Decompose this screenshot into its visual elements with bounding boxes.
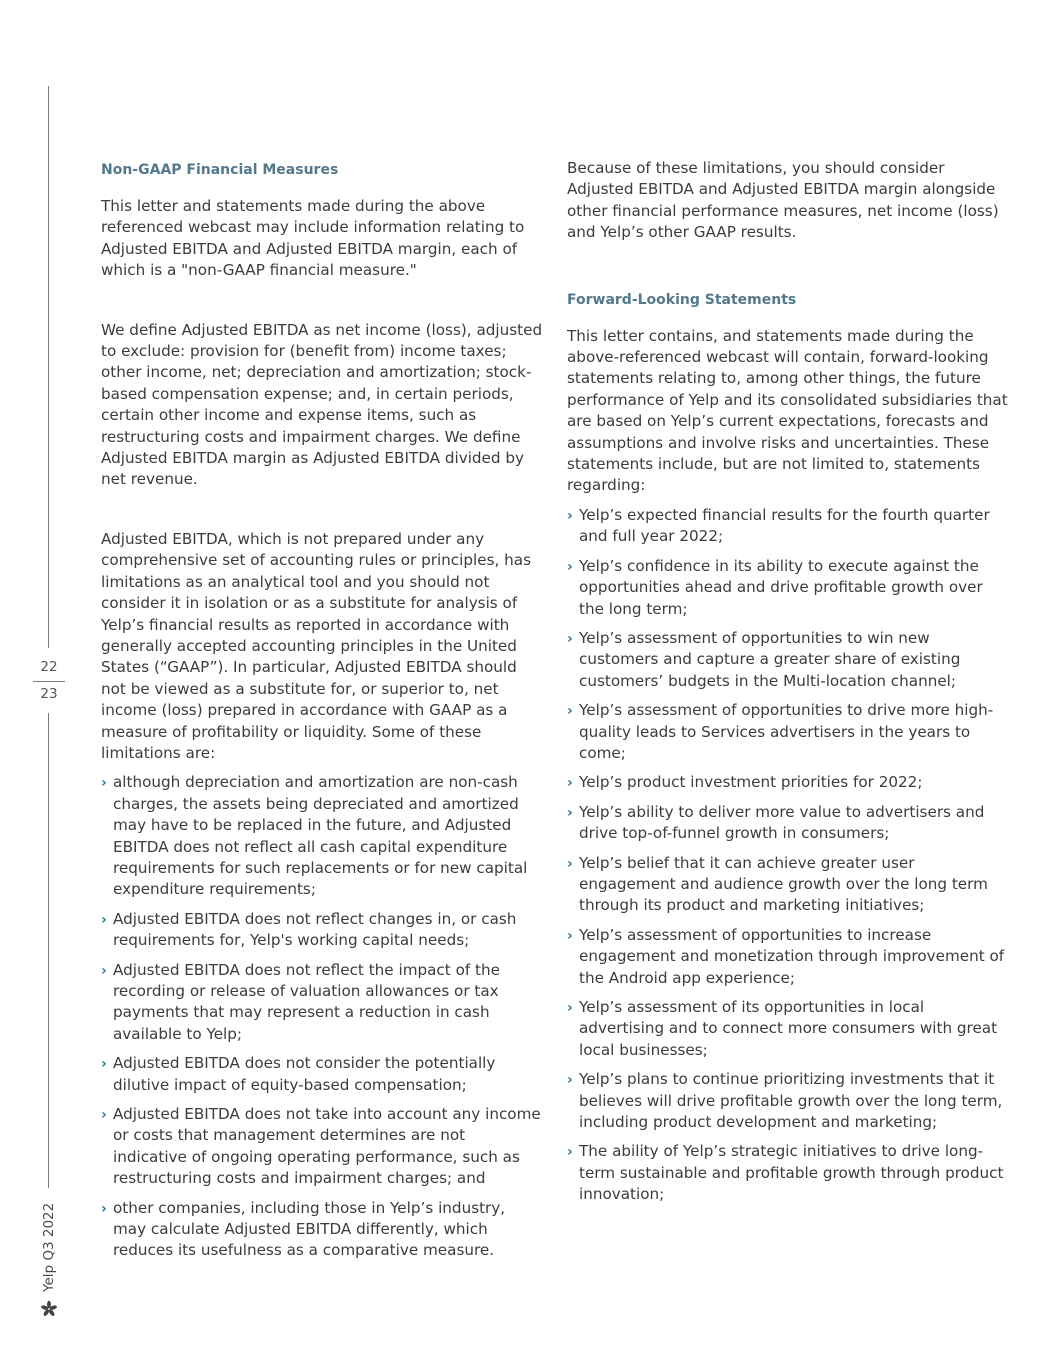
chevron-right-icon: › xyxy=(567,775,573,792)
ebitda-limitations-paragraph: Adjusted EBITDA, which is not prepared under any comprehensive set of accounting rules or principles, has limitations as an analytical tool and you should not consider it in isolation or as a substitute for analysis of Yelp’s financial results as reported in accordance with generally accepted accounting principles in the United States (“GAAP”). In particular, Adjusted EBITDA should not be viewed as a substitute for, or superior to, net income (loss) prepared in accordance with GAAP as a measure of profitability or liquidity. Some of these limitations are: xyxy=(101,529,531,762)
chevron-right-icon: › xyxy=(101,1200,107,1217)
list-item: › Yelp’s ability to deliver more value to advertisers and drive top-of-funnel growth in consumers; xyxy=(567,802,985,843)
total-page-number: 23 xyxy=(40,686,58,702)
chevron-right-icon: › xyxy=(101,1056,107,1073)
list-item: › other companies, including those in Yelp’s industry, may calculate Adjusted EBITDA differently, which reduces its usefulness as a comparative measure. xyxy=(101,1198,506,1260)
chevron-right-icon: › xyxy=(567,507,573,524)
chevron-right-icon: › xyxy=(101,1107,107,1124)
chevron-right-icon: › xyxy=(567,855,573,872)
sidebar-rule-bottom xyxy=(48,713,49,1188)
chevron-right-icon: › xyxy=(567,1144,573,1161)
list-item: › The ability of Yelp’s strategic initiatives to drive long-term sustainable and profitable growth through product innovation; xyxy=(567,1142,1004,1204)
forward-looking-intro-paragraph: This letter contains, and statements made during the above-referenced webcast will contain, forward-looking statements relating to, among other things, the future performance of Yelp and its consolidated subsidiaries that are based on Yelp’s current expectations, forecasts and assumptions and involve risks and uncertainties. These statements include, but are not limited to, statements regarding: xyxy=(567,326,1008,495)
list-item: › Adjusted EBITDA does not reflect changes in, or cash requirements for, Yelp's working capital needs; xyxy=(101,909,517,950)
list-item: › Yelp’s assessment of opportunities to drive more high-quality leads to Services advertisers in the years to come; xyxy=(567,701,994,762)
list-item: › Adjusted EBITDA does not take into account any income or costs that management determines are not indicative of ongoing operating performance, such as restructuring costs and impairment charges; and xyxy=(101,1105,541,1188)
forward-looking-heading: Forward-Looking Statements xyxy=(567,291,797,308)
list-item: › Yelp’s expected financial results for the fourth quarter and full year 2022; xyxy=(567,505,990,546)
chevron-right-icon: › xyxy=(567,558,573,575)
list-item: › Yelp’s assessment of its opportunities in local advertising and to connect more consumers with great local businesses; xyxy=(567,998,998,1059)
right-column xyxy=(567,158,1012,1214)
chevron-right-icon: › xyxy=(567,703,573,720)
yelp-burst-icon xyxy=(40,1300,58,1318)
list-item: › Adjusted EBITDA does not consider the potentially dilutive impact of equity-based compensation; xyxy=(101,1054,496,1094)
list-item: › Yelp’s plans to continue prioritizing investments that it believes will drive profitable growth over the long term, including product development and marketing; xyxy=(567,1070,1003,1132)
chevron-right-icon: › xyxy=(101,962,107,979)
left-column xyxy=(101,158,543,1270)
list-item: › although depreciation and amortization are non-cash charges, the assets being depreciated and amortized may have to be replaced in the future, and Adjusted EBITDA does not reflect all cash capital expenditure requirements for such replacements or for new capital expenditure requirements; xyxy=(101,773,528,899)
chevron-right-icon: › xyxy=(567,1000,573,1016)
chevron-right-icon: › xyxy=(101,911,107,928)
chevron-right-icon: › xyxy=(567,630,573,647)
non-gaap-heading: Non-GAAP Financial Measures xyxy=(101,162,339,178)
brand-label: Yelp Q3 2022 xyxy=(41,1202,57,1292)
forward-looking-list xyxy=(567,505,1012,1206)
ebitda-definition-paragraph: We define Adjusted EBITDA as net income (loss), adjusted to exclude: provision for (benefit from) income taxes; other income, net; depreciation and amortization; stock-based compensation expense; and, in certain periods, certain other income and expense items, such as restructuring costs and impairment charges. We define Adjusted EBITDA margin as Adjusted EBITDA divided by net revenue. xyxy=(101,320,543,489)
limitations-list xyxy=(101,772,543,1262)
chevron-right-icon: › xyxy=(101,775,107,792)
list-item: › Yelp’s confidence in its ability to execute against the opportunities ahead and drive profitable growth over the long term; xyxy=(567,556,983,618)
chevron-right-icon: › xyxy=(567,804,573,821)
brand-footer xyxy=(40,1203,58,1318)
limitations-conclusion-paragraph: Because of these limitations, you should consider Adjusted EBITDA and Adjusted EBITDA margin alongside other financial performance measures, net income (loss) and Yelp’s other GAAP results. xyxy=(567,159,999,242)
non-gaap-intro-paragraph: This letter and statements made during the above referenced webcast may include information relating to Adjusted EBITDA and Adjusted EBITDA margin, each of which is a "non-GAAP financial measure." xyxy=(101,197,525,280)
page-number-divider xyxy=(33,681,65,682)
list-item: › Yelp’s belief that it can achieve greater user engagement and audience growth over the long term through its product and marketing initiatives; xyxy=(567,853,988,915)
chevron-right-icon: › xyxy=(567,927,573,944)
sidebar-rule-top xyxy=(48,86,49,648)
current-page-number: 22 xyxy=(40,659,58,675)
list-item: › Adjusted EBITDA does not reflect the impact of the recording or release of valuation allowances or tax payments that may represent a reduction in cash available to Yelp; xyxy=(101,960,500,1043)
list-item: › Yelp’s assessment of opportunities to win new customers and capture a greater share of existing customers’ budgets in the Multi-location channel; xyxy=(567,628,961,690)
list-item: › Yelp’s product investment priorities for 2022; xyxy=(567,772,1012,793)
chevron-right-icon: › xyxy=(567,1072,573,1089)
list-item: › Yelp’s assessment of opportunities to increase engagement and monetization through improvement of the Android app experience; xyxy=(567,925,1005,987)
